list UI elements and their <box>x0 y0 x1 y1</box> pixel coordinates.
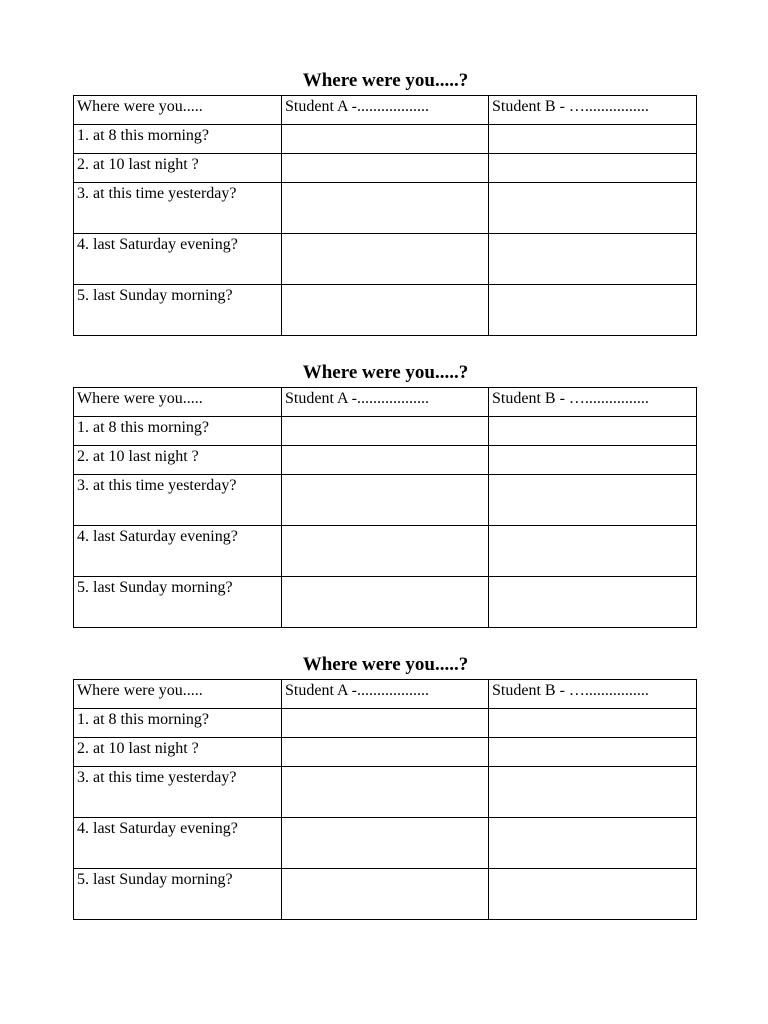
question-cell: 4. last Saturday evening? <box>74 818 282 869</box>
student-b-answer-cell[interactable] <box>489 869 697 920</box>
worksheet-title: Where were you.....? <box>302 654 469 675</box>
answer-table <box>73 387 697 628</box>
student-b-answer-cell[interactable] <box>489 234 697 285</box>
question-cell: 4. last Saturday evening? <box>74 234 282 285</box>
student-b-answer-cell[interactable] <box>489 125 697 154</box>
question-cell: 1. at 8 this morning? <box>74 417 282 446</box>
table-row <box>74 709 697 738</box>
header-student-a-cell: Student A -.................. <box>282 388 489 417</box>
question-cell: 2. at 10 last night ? <box>74 446 282 475</box>
worksheet-1 <box>73 68 696 336</box>
question-cell: 5. last Sunday morning? <box>74 577 282 628</box>
table-row <box>74 738 697 767</box>
student-b-answer-cell[interactable] <box>489 183 697 234</box>
question-cell: 2. at 10 last night ? <box>74 738 282 767</box>
table-row <box>74 767 697 818</box>
question-cell: 5. last Sunday morning? <box>74 869 282 920</box>
header-question-cell: Where were you..... <box>74 96 282 125</box>
table-row <box>74 125 697 154</box>
answer-table <box>73 95 697 336</box>
header-student-b-cell: Student B - …................ <box>489 96 697 125</box>
table-row <box>74 417 697 446</box>
student-a-answer-cell[interactable] <box>282 709 489 738</box>
worksheet-title: Where were you.....? <box>302 70 469 91</box>
question-cell: 1. at 8 this morning? <box>74 125 282 154</box>
table-row <box>74 818 697 869</box>
student-b-answer-cell[interactable] <box>489 154 697 183</box>
student-a-answer-cell[interactable] <box>282 285 489 336</box>
table-row <box>74 446 697 475</box>
header-student-a-cell: Student A -.................. <box>282 96 489 125</box>
student-a-answer-cell[interactable] <box>282 869 489 920</box>
question-cell: 3. at this time yesterday? <box>74 183 282 234</box>
question-cell: 5. last Sunday morning? <box>74 285 282 336</box>
student-a-answer-cell[interactable] <box>282 577 489 628</box>
student-b-answer-cell[interactable] <box>489 526 697 577</box>
student-b-answer-cell[interactable] <box>489 738 697 767</box>
worksheet-2 <box>73 360 696 628</box>
question-cell: 3. at this time yesterday? <box>74 475 282 526</box>
table-row <box>74 234 697 285</box>
question-cell: 2. at 10 last night ? <box>74 154 282 183</box>
header-student-b-cell: Student B - …................ <box>489 680 697 709</box>
student-a-answer-cell[interactable] <box>282 818 489 869</box>
table-row <box>74 577 697 628</box>
worksheet-3 <box>73 652 696 920</box>
student-a-answer-cell[interactable] <box>282 234 489 285</box>
answer-table <box>73 679 697 920</box>
student-a-answer-cell[interactable] <box>282 446 489 475</box>
table-row <box>74 475 697 526</box>
student-a-answer-cell[interactable] <box>282 125 489 154</box>
student-a-answer-cell[interactable] <box>282 183 489 234</box>
student-b-answer-cell[interactable] <box>489 446 697 475</box>
student-b-answer-cell[interactable] <box>489 285 697 336</box>
question-cell: 3. at this time yesterday? <box>74 767 282 818</box>
student-b-answer-cell[interactable] <box>489 709 697 738</box>
table-row <box>74 183 697 234</box>
student-b-answer-cell[interactable] <box>489 475 697 526</box>
question-cell: 4. last Saturday evening? <box>74 526 282 577</box>
student-b-answer-cell[interactable] <box>489 417 697 446</box>
header-question-cell: Where were you..... <box>74 388 282 417</box>
header-student-a-cell: Student A -.................. <box>282 680 489 709</box>
student-a-answer-cell[interactable] <box>282 526 489 577</box>
student-b-answer-cell[interactable] <box>489 818 697 869</box>
question-cell: 1. at 8 this morning? <box>74 709 282 738</box>
worksheet-title: Where were you.....? <box>302 362 469 383</box>
student-b-answer-cell[interactable] <box>489 767 697 818</box>
table-row <box>74 154 697 183</box>
student-a-answer-cell[interactable] <box>282 475 489 526</box>
student-a-answer-cell[interactable] <box>282 417 489 446</box>
table-row <box>74 526 697 577</box>
header-row <box>74 680 697 709</box>
student-a-answer-cell[interactable] <box>282 738 489 767</box>
header-row <box>74 388 697 417</box>
student-a-answer-cell[interactable] <box>282 767 489 818</box>
header-question-cell: Where were you..... <box>74 680 282 709</box>
header-row <box>74 96 697 125</box>
header-student-b-cell: Student B - …................ <box>489 388 697 417</box>
student-a-answer-cell[interactable] <box>282 154 489 183</box>
table-row <box>74 285 697 336</box>
table-row <box>74 869 697 920</box>
student-b-answer-cell[interactable] <box>489 577 697 628</box>
